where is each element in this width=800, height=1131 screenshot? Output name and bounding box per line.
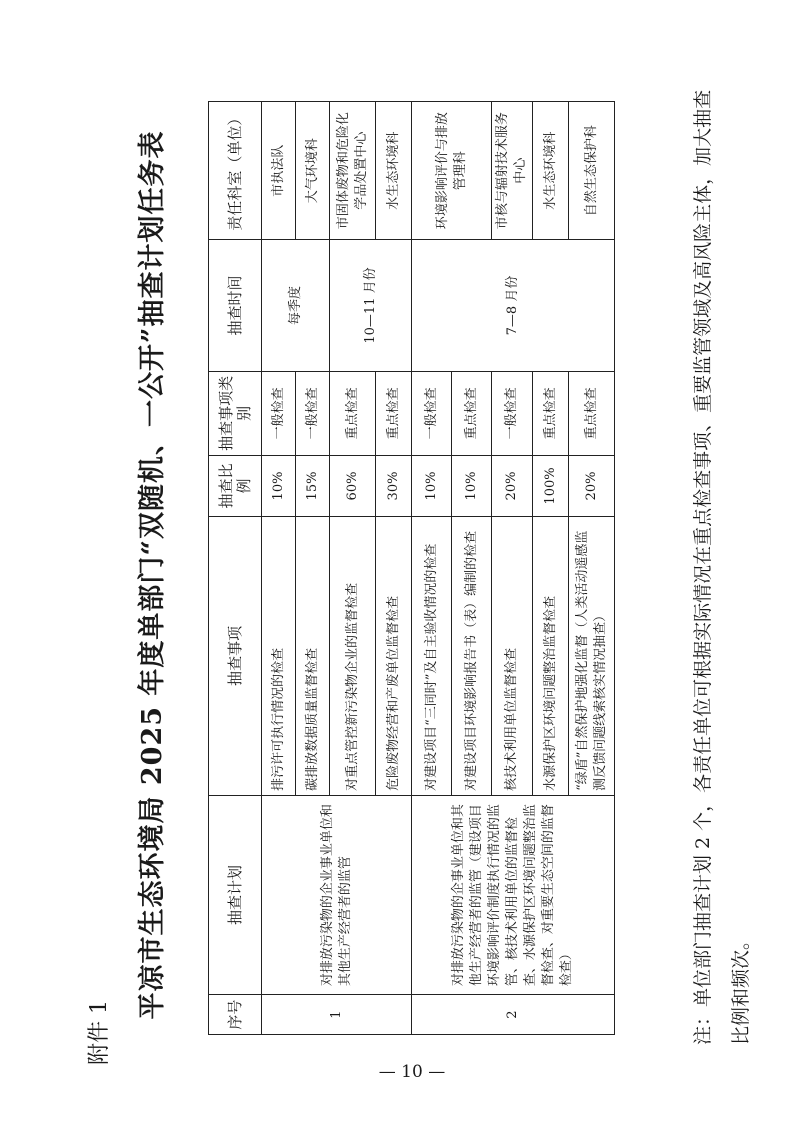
ratio-cell: 10% (262, 456, 296, 517)
header-plan: 抽查计划 (209, 795, 262, 994)
category-cell: 一般检查 (492, 371, 533, 455)
item-cell: 水源保护区环境问题整治监督检查 (533, 516, 569, 795)
item-cell: 危险废物经营和产废单位监督检查 (376, 516, 412, 795)
dept-cell: 市固体废物和危险化学品处置中心 (330, 102, 376, 240)
ratio-cell: 100% (533, 456, 569, 517)
dept-cell: 市核与辐射技术服务中心 (492, 102, 533, 240)
footnote: 注：单位部门抽查计划 2 个，各责任单位可根据实际情况在重点检查事项、重要监管领域及高风险主体，加大抽查比例和频次。 (692, 89, 752, 1045)
group-seq: 1 (262, 995, 412, 1035)
dept-cell: 自然生态保护科 (569, 102, 615, 240)
time-cell: 10—11 月份 (330, 240, 412, 371)
category-cell: 一般检查 (262, 371, 296, 455)
header-item: 抽查事项 (209, 516, 262, 795)
rotated-page-content (60, 65, 760, 1065)
group-plan: 对排放污染物的企事业单位和其他生产经营者的监管（建设项目环境影响评价制度执行情况的监管、核技术利用单位的监督检查、水源保护区环境问题整治监督检查、对重要生态空间的监督检查） (412, 795, 615, 994)
item-cell: 碳排放数据质量监督检查 (296, 516, 330, 795)
category-cell: 重点检查 (533, 371, 569, 455)
item-cell: 核技术利用单位监督检查 (492, 516, 533, 795)
ratio-cell: 15% (296, 456, 330, 517)
annex-label: 附件 1 (87, 1000, 112, 1065)
item-cell: 对建设项目“三同时”及自主验收情况的检查 (412, 516, 452, 795)
ratio-cell: 30% (376, 456, 412, 517)
category-cell: 重点检查 (452, 371, 492, 455)
page-title: 平凉市生态环境局 2025 年度单部门“双随机、一公开”抽查计划任务表 (137, 130, 168, 1020)
table-row (412, 102, 452, 1035)
ratio-cell: 20% (492, 456, 533, 517)
header-ratio: 抽查比例 (209, 456, 262, 517)
page-number: — 10 — (378, 1062, 446, 1082)
category-cell: 重点检查 (330, 371, 376, 455)
item-cell: 对建设项目环境影响报告书（表）编制的检查 (452, 516, 492, 795)
time-cell: 每季度 (262, 240, 330, 371)
dept-cell: 大气环境科 (296, 102, 330, 240)
ratio-cell: 60% (330, 456, 376, 517)
header-dept: 责任科室（单位） (209, 102, 262, 240)
header-time: 抽查时间 (209, 240, 262, 371)
header-category: 抽查事项类别 (209, 371, 262, 455)
item-cell: 对重点管控新污染物企业的监督检查 (330, 516, 376, 795)
header-seq: 序号 (209, 995, 262, 1035)
time-cell: 7—8 月份 (412, 240, 615, 371)
category-cell: 一般检查 (412, 371, 452, 455)
item-cell: “绿盾”自然保护地强化监督（人类活动遥感监测反馈问题线索核实情况抽查） (569, 516, 615, 795)
dept-cell: 水生态环境科 (376, 102, 412, 240)
item-cell: 排污许可执行情况的检查 (262, 516, 296, 795)
category-cell: 重点检查 (376, 371, 412, 455)
table-header-row (209, 102, 262, 1035)
group-seq: 2 (412, 995, 615, 1035)
ratio-cell: 10% (412, 456, 452, 517)
ratio-cell: 10% (452, 456, 492, 517)
group-plan: 对排放污染物的企业事业单位和其他生产经营者的监管 (262, 795, 412, 994)
dept-cell: 环境影响评价与排放管理科 (412, 102, 492, 240)
table-row (262, 102, 296, 1035)
dept-cell: 市执法队 (262, 102, 296, 240)
category-cell: 一般检查 (296, 371, 330, 455)
task-table (208, 101, 615, 1035)
ratio-cell: 20% (569, 456, 615, 517)
dept-cell: 水生态环境科 (533, 102, 569, 240)
category-cell: 重点检查 (569, 371, 615, 455)
